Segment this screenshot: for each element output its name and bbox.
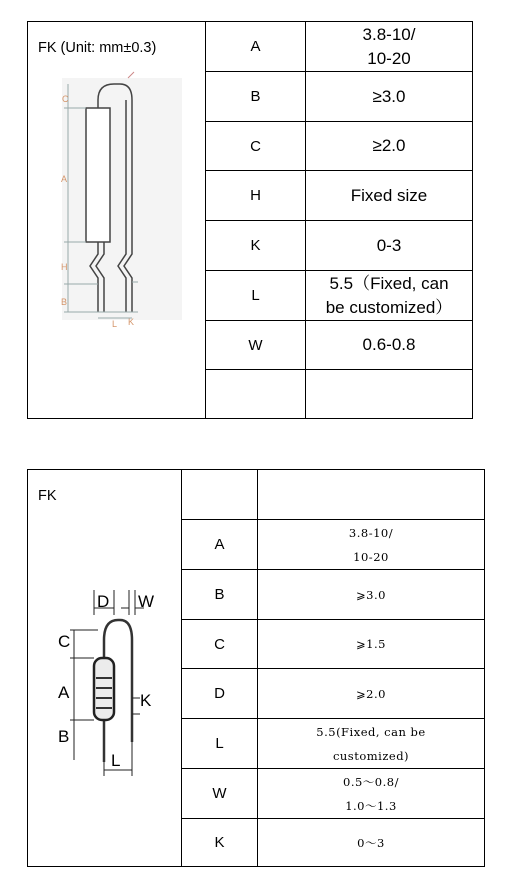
diagram-cell-2 (28, 470, 182, 867)
table1-key: H (206, 171, 306, 221)
dim-label-c: C (62, 94, 69, 104)
table1-key: A (206, 22, 306, 72)
table2-value: 0.5～0.8/ 1.0～1.3 (258, 769, 485, 819)
table2-key: D (182, 669, 258, 719)
table2-value: ⩾2.0 (258, 669, 485, 719)
table2-value: 5.5(Fixed, can be customized) (258, 719, 485, 769)
dim-label-k: K (140, 691, 152, 710)
table1-key: K (206, 221, 306, 271)
dim-label-k: K (128, 317, 135, 327)
table2-key: L (182, 719, 258, 769)
dim-label-w: W (138, 592, 155, 611)
fuse-dimension-diagram-1 (28, 22, 206, 418)
spec-table-1 (27, 21, 473, 419)
table2-value: ⩾1.5 (258, 620, 485, 669)
table1-key: C (206, 122, 306, 171)
spec-table-2 (27, 469, 485, 867)
table1-value: 3.8-10/ 10-20 (306, 22, 473, 72)
table1-key: L (206, 271, 306, 321)
table2-value: 3.8-10/ 10-20 (258, 520, 485, 570)
dim-label-b: B (61, 297, 68, 307)
table1-title: FK (Unit: mm±0.3) (38, 40, 157, 56)
table1-key: B (206, 72, 306, 122)
table2-key: W (182, 769, 258, 819)
table2-key: C (182, 620, 258, 669)
dim-label-l: L (111, 751, 121, 770)
table1-value: 0.6-0.8 (306, 321, 473, 370)
table1-value: ≥2.0 (306, 122, 473, 171)
dim-label-h: H (61, 262, 68, 272)
table1-value (306, 370, 473, 419)
table2-value (258, 470, 485, 520)
table2-key: B (182, 570, 258, 620)
table2-key: A (182, 520, 258, 570)
table2-value: 0～3 (258, 819, 485, 867)
table1-key (206, 370, 306, 419)
dim-label-l: L (112, 319, 118, 329)
fuse-dimension-diagram-2 (28, 470, 182, 866)
dim-label-d: D (97, 592, 110, 611)
table1-value: 0-3 (306, 221, 473, 271)
table1-value: ≥3.0 (306, 72, 473, 122)
dim-label-a: A (61, 174, 68, 184)
dim-label-c: C (58, 632, 71, 651)
table2-title: FK (38, 488, 57, 504)
dim-label-b: B (58, 727, 70, 746)
table1-value: 5.5（Fixed, can be customized） (306, 271, 473, 321)
table2-key: K (182, 819, 258, 867)
diagram-cell-1 (28, 22, 206, 419)
table1-key: W (206, 321, 306, 370)
table2-key (182, 470, 258, 520)
table2-value: ⩾3.0 (258, 570, 485, 620)
table1-value: Fixed size (306, 171, 473, 221)
dim-label-a: A (58, 683, 70, 702)
